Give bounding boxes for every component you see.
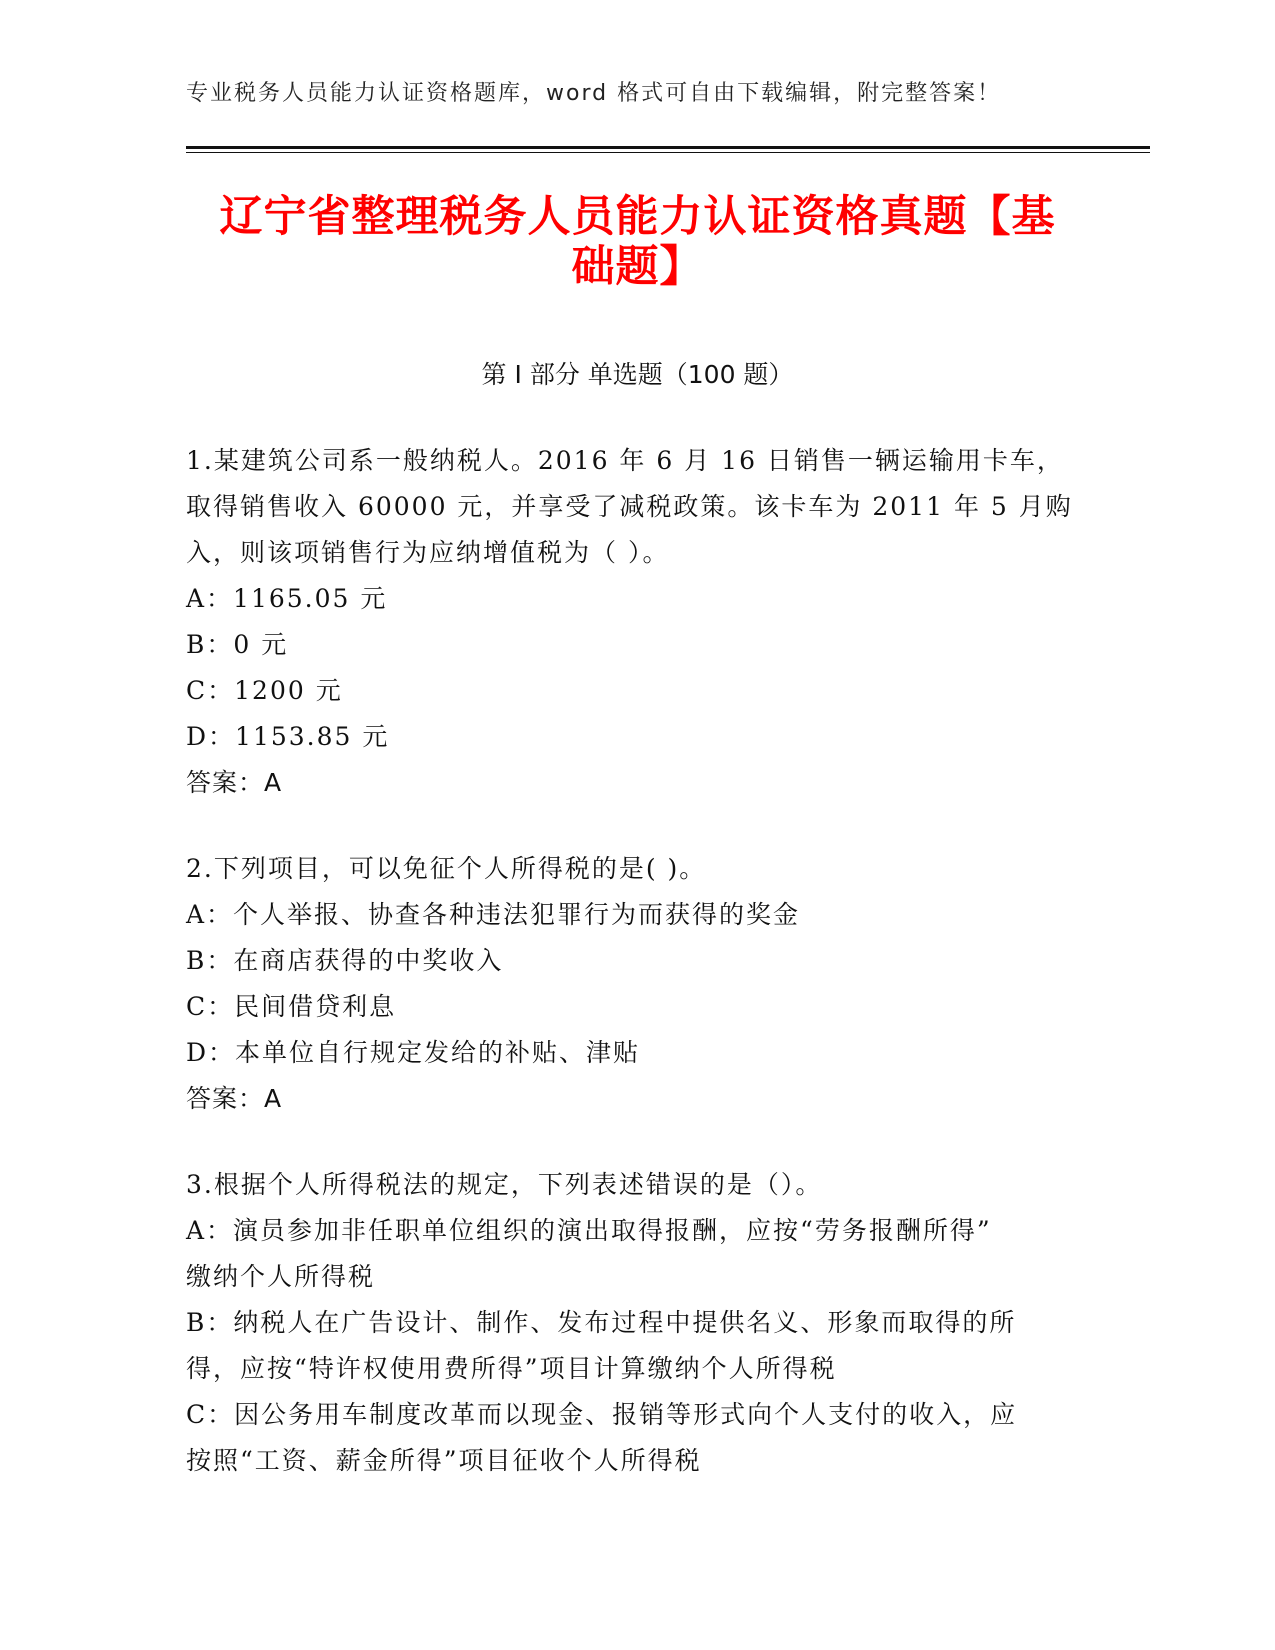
section-heading: 第 I 部分 单选题（100 题） <box>481 360 794 389</box>
question-1-option-b: B：0 元 <box>186 630 289 659</box>
question-1-stem-line-1: 1.某建筑公司系一般纳税人。2016 年 6 月 16 日销售一辆运输用卡车， <box>186 446 1064 475</box>
question-3-option-b-line-1: B：纳税人在广告设计、制作、发布过程中提供名义、形象而取得的所 <box>186 1308 1017 1337</box>
question-3 <box>186 1162 1066 1484</box>
document-title <box>150 192 1125 292</box>
question-1-stem-line-3: 入，则该项销售行为应纳增值税为（ ）。 <box>186 538 670 567</box>
header-rule-thick <box>186 146 1150 149</box>
question-1-option-a: A：1165.05 元 <box>186 584 388 613</box>
question-1-option-d: D：1153.85 元 <box>186 722 390 751</box>
question-3-option-c-line-1: C：因公务用车制度改革而以现金、报销等形式向个人支付的收入，应 <box>186 1400 1018 1429</box>
question-1-stem-line-2: 取得销售收入 60000 元，并享受了减税政策。该卡车为 2011 年 5 月购 <box>186 492 1073 521</box>
question-2-option-a: A：个人举报、协查各种违法犯罪行为而获得的奖金 <box>186 900 801 929</box>
header-note: 专业税务人员能力认证资格题库，word 格式可自由下载编辑，附完整答案！ <box>186 81 1002 106</box>
title-line-1: 辽宁省整理税务人员能力认证资格真题【基 <box>219 192 1056 242</box>
question-2 <box>186 846 1066 1122</box>
question-3-option-a-line-2: 缴纳个人所得税 <box>186 1262 376 1291</box>
question-2-answer: 答案：A <box>186 1084 283 1113</box>
question-2-option-c: C：民间借贷利息 <box>186 992 397 1021</box>
question-1-option-c: C：1200 元 <box>186 676 343 705</box>
header-rule-thin <box>186 152 1150 153</box>
question-3-stem-line-1: 3.根据个人所得税法的规定，下列表述错误的是（）。 <box>186 1170 823 1199</box>
question-3-option-c-line-2: 按照“工资、薪金所得”项目征收个人所得税 <box>186 1446 702 1475</box>
question-2-option-d: D：本单位自行规定发给的补贴、津贴 <box>186 1038 641 1067</box>
question-2-stem-line-1: 2.下列项目，可以免征个人所得税的是( )。 <box>186 854 707 883</box>
question-3-option-a-line-1: A：演员参加非任职单位组织的演出取得报酬，应按“劳务报酬所得” <box>186 1216 992 1245</box>
question-3-option-b-line-2: 得，应按“特许权使用费所得”项目计算缴纳个人所得税 <box>186 1354 837 1383</box>
question-2-option-b: B：在商店获得的中奖收入 <box>186 946 504 975</box>
question-1 <box>186 438 1073 806</box>
title-line-2: 础题】 <box>571 242 704 292</box>
question-1-answer: 答案：A <box>186 768 283 797</box>
